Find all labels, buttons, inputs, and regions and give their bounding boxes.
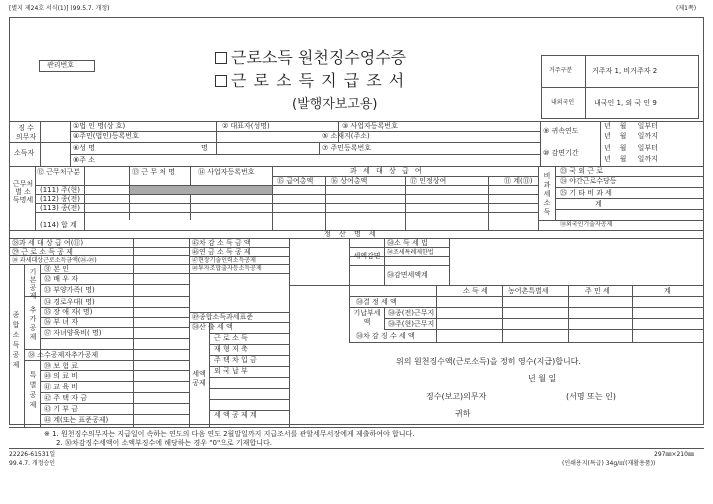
workplace-name-head: ⑬ 근 무 처 명 xyxy=(132,168,175,176)
special-total: ㊹ 계(또는 표준공제) xyxy=(44,416,109,424)
statement-date: 년 월 일 xyxy=(528,374,557,383)
nontax-night: ㉔ 야간근로수당등 xyxy=(560,177,617,185)
pension-deduction: ㊻연 금 소 득 공 제 xyxy=(192,248,251,256)
deemed-bonus-head: ⑰ 인정상여 xyxy=(410,177,447,185)
insurance: ㊴ 보 험 료 xyxy=(44,362,78,370)
self: ㉛ 본 인 xyxy=(44,265,69,273)
title-sub: (발행자보고용) xyxy=(292,97,378,112)
nontax-side: 비과세소득 xyxy=(543,172,551,216)
checkbox-icon[interactable] xyxy=(215,52,227,64)
donation: ㊸ 기 부 금 xyxy=(44,405,78,413)
credit-total: 세 액 공 제 계 xyxy=(214,411,257,419)
row-111: (111) 주(현) xyxy=(40,186,81,194)
bonus-head: ⑯ 상여총액 xyxy=(331,177,368,185)
nationality-label: 내외국인 xyxy=(551,99,575,106)
footer-code: 22226-61531일 xyxy=(9,451,56,458)
credit-housing: 주 택 차 입 금 xyxy=(214,356,257,364)
investment-deduction: ㊽투자조합출자등소득공제 xyxy=(192,265,262,272)
basic-deduction-side: 기본공제 xyxy=(29,268,37,300)
disabled: ㉟ 장 애 자( 명) xyxy=(44,308,93,316)
reduction-side: 세액감면 xyxy=(353,252,381,260)
taxable-income: ㉚ 과세대상근로소득금액(㉘-㉙) xyxy=(12,257,97,264)
footer-paper: (인쇄용지(특급) 34g/㎡(재활용품)) xyxy=(562,460,656,467)
salary-head: ⑮ 급여총액 xyxy=(277,177,314,185)
period-label: ⑩ 감면기간 xyxy=(543,149,579,157)
col-rural-tax: 농어촌특별세 xyxy=(508,287,549,295)
nationality-value: 내국인 1, 외 국 인 9 xyxy=(594,99,657,107)
title-line1: 근로소득 원천징수영수증 xyxy=(215,50,406,66)
address-label: ⑤ 소재지(주소) xyxy=(322,132,370,140)
prepaid-side: 기납부세액 xyxy=(353,309,381,326)
housing: ㊷ 주 택 자 금 xyxy=(44,394,87,402)
payer-side-label: 징 수 의무자 xyxy=(15,124,37,141)
title-line2: 근 로 소 득 지 급 조 서 xyxy=(215,73,405,89)
col-income-tax: 소 득 세 xyxy=(463,287,488,295)
taxable-head: 과 세 대 상 급 여 xyxy=(350,167,424,175)
tax-base: ㊾종합소득과세표준 xyxy=(192,313,254,321)
statement-payer: 징수(보고)의무자 xyxy=(426,392,487,401)
credit-savings: 재 형 저 축 xyxy=(214,345,248,353)
form-number: [별지 제24호 서식(1)] (99.5.7. 개정) xyxy=(9,5,110,12)
workplace-reg-head: ⑭ 사업자등록번호 xyxy=(198,168,255,176)
elderly: ㉞ 경로우대( 명) xyxy=(44,298,95,306)
footer-approve: 99.4.7. 개정승인 xyxy=(9,460,56,467)
name-sep: 명 xyxy=(201,144,208,152)
earner-addr-label: ⑧주 소 xyxy=(73,156,96,164)
nontax-abroad: ㉓ 국 외 근 로 xyxy=(560,167,603,175)
tech-deduction: ㊼현장기술인력소득공제 xyxy=(192,257,256,264)
mgmt-label: 관리번호 xyxy=(47,61,75,69)
education: ㊶ 교 육 비 xyxy=(44,383,78,391)
note-2: 2. ㉚차감징수세액이 소액부징수에 해당하는 경우 "0"으로 기재합니다. xyxy=(56,439,272,447)
spouse: ㉜ 배 우 자 xyxy=(44,275,78,283)
earner-name-label: ⑥성 명 xyxy=(73,144,96,152)
tax-credit-side: 세액공제 xyxy=(192,370,206,387)
female-head: ㊱ 부 녀 자 xyxy=(44,318,78,326)
reduction-total: ㊿감면세액계 xyxy=(387,271,428,279)
footer-size: 297㎜×210㎜ xyxy=(654,451,694,458)
credit-earned: 근 로 소 득 xyxy=(214,334,248,342)
corp-name-label: ①법 인 명(상 호) xyxy=(73,122,126,130)
curr-workplace: ㊿주(현)근무지 xyxy=(388,320,435,328)
net-withholding: ㊿차 감 징 수 세 액 xyxy=(356,332,415,340)
taxable-salary: ㉘과 세 대 상 급 여(⑪) xyxy=(12,239,84,247)
calc-title: 정 산 명 세 xyxy=(324,230,379,238)
total-head: ⑪ 계(⑪) xyxy=(504,177,533,185)
biz-reg-label: ③ 사업자등록번호 xyxy=(342,122,398,130)
note-1: ※ 1. 원천징수의무자는 지급일이 속하는 연도의 다음 연도 2월말일까지 지급조서를 관할세무서장에게 제출하여야 합니다. xyxy=(44,430,415,438)
year-label: ⑨ 귀속연도 xyxy=(543,127,579,135)
child-care: ㊲ 자녀양육비( 명) xyxy=(44,329,102,337)
reduction-income-tax: ㊿소 득 세 법 xyxy=(387,239,428,247)
shaded-cells xyxy=(130,186,272,194)
income-side-label: 근무처별 소득명세 xyxy=(12,180,34,204)
prev-workplace: ㊿종(전)근무지 xyxy=(388,309,435,317)
dependents: ㉝ 부양가족( 명) xyxy=(44,286,95,294)
rep-name-label: ② 대표자(성명) xyxy=(222,122,270,130)
workplace-type-head: ⑫ 근무처구분 xyxy=(37,168,81,176)
row-114: (114) 합 계 xyxy=(40,221,77,229)
earner-side-label: 소득자 xyxy=(14,149,35,157)
extra-deduction-side: 추가공제 xyxy=(29,306,37,341)
col-resident-tax: 주 민 세 xyxy=(585,287,610,295)
nontax-total: 계 xyxy=(595,200,602,208)
comprehensive-deduction-side: 종합소득공제 xyxy=(12,311,20,369)
reduction-special: ㊿조세특례제한법 xyxy=(387,249,434,256)
row-112: (112) 종(전) xyxy=(40,195,81,203)
credit-foreign: 외 국 납 부 xyxy=(214,367,248,375)
statement-sign: (서명 또는 인) xyxy=(566,392,616,401)
net-income: ㊺차 감 소 득 금 액 xyxy=(192,239,251,247)
statement-to: 귀하 xyxy=(455,409,471,418)
medical: ㊵ 의 료 비 xyxy=(44,372,78,380)
statement-line: 위의 원천징수액(근로소득)을 정히 영수(지급)합니다. xyxy=(396,357,581,366)
row-113: (113) 종(전) xyxy=(40,204,81,212)
decided-tax: ㊿결 정 세 액 xyxy=(356,298,397,306)
corp-reg-label: ④주민(법인)등록번호 xyxy=(73,132,139,140)
small-family: ㊳ 소수공제자추가공제 xyxy=(28,351,99,359)
foreign-tech: ⑱외국인기술자공제 xyxy=(560,221,613,228)
calculated-tax: ㊿산 출 세 액 xyxy=(192,323,233,331)
residence-value: 거주자 1, 비거주자 2 xyxy=(592,67,658,75)
col-total: 계 xyxy=(664,287,671,295)
earned-income-deduction: ㉙ 근 로 소 득 공 제 xyxy=(12,248,73,256)
special-deduction-side: 특별공제 xyxy=(29,371,37,409)
nontax-other: ㉕ 기 타 비 과 세 xyxy=(560,189,612,197)
residence-label: 거주구분 xyxy=(549,67,573,74)
page-number: (제1쪽) xyxy=(676,5,697,12)
checkbox-icon[interactable] xyxy=(215,75,227,87)
earner-rrn-label: ⑦ 주민등록번호 xyxy=(322,144,372,152)
